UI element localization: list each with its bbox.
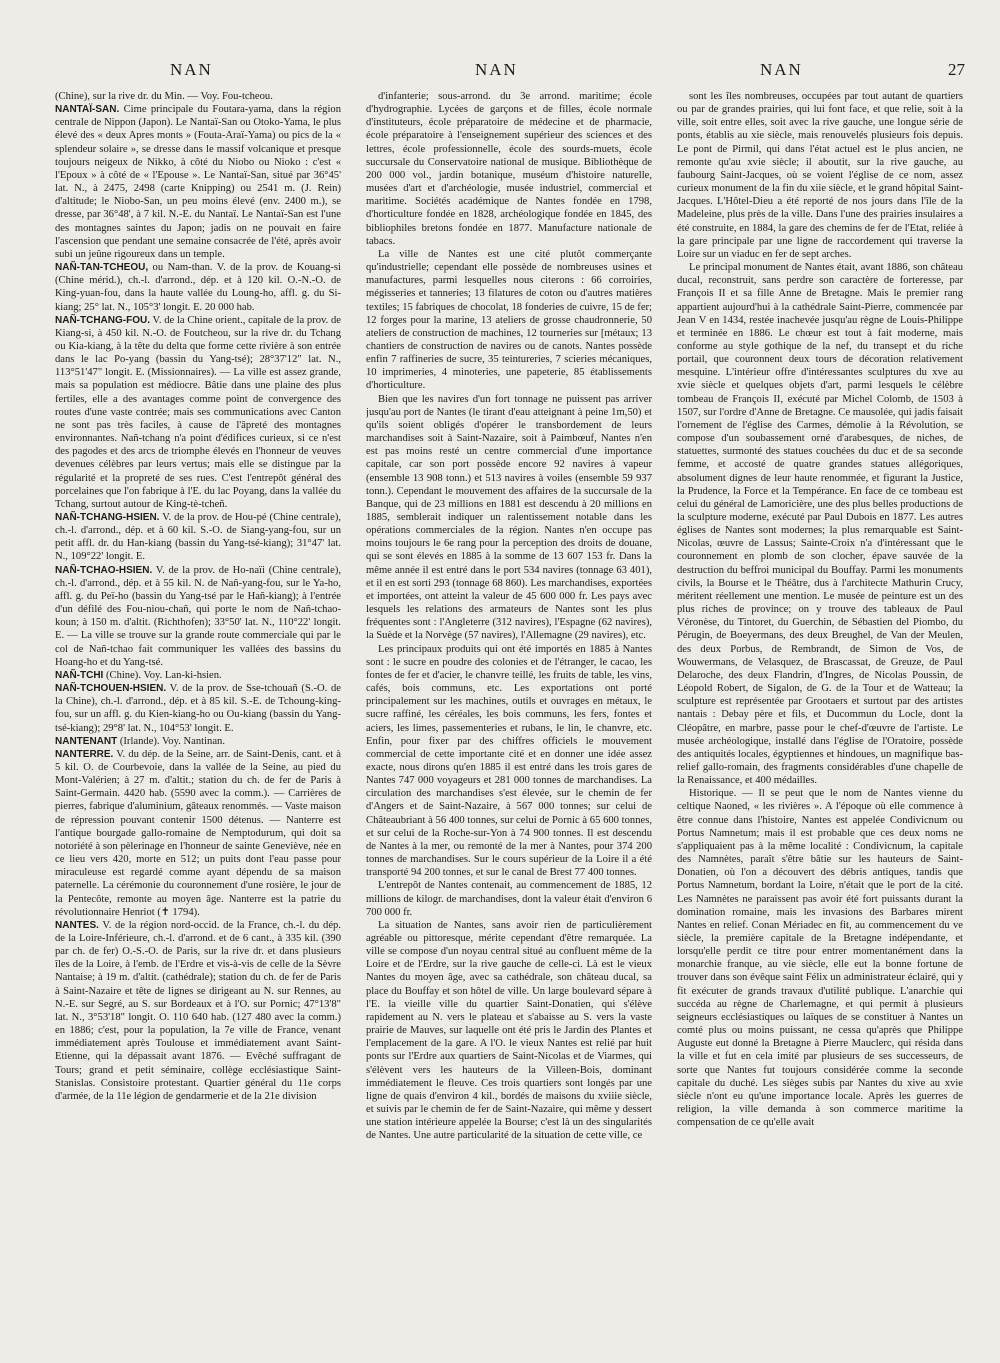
dictionary-entry	[55, 748, 341, 919]
entry-body: sont les îles nombreuses, occupées par tout autant de quartiers ou par de grandes prairies, qui lui font face, et que relie, soit à la ville, soit entre elles, soit avec la rive gauche, une longue série de ponts, établis au xie siècle, mais renouvelés plusieurs fois depuis. Le pont de Pirmil, qui dans l'état actuel est le plus ancien, ne remonte qu'au xvie siècle; il aboutit, sur la rive gauche, au faubourg Saint-Jacques, où se voient l'église de ce nom, assez curieux monument de la fin du xiie siècle, et le grand hôpital Saint-Jacques. L'Hôtel-Dieu a été reporté de nos jours dans l'île de la Madeleine, plus près de la ville. Dans l'une des prairies insulaires a été construite, en 1884, la gare des chemins de fer de l'Etat, reliée à la gare principale par une ligne de raccordement qui traverse la Loire sur un viaduc en fer de sept arches.	[677, 91, 963, 260]
entry-headword: NAÑ-TCHANG-HSIEN.	[55, 512, 160, 523]
entry-body: (Chine). Voy. Lan-ki-hsien.	[103, 669, 222, 681]
entry-body: V. de la prov. de Hou-pé (Chine centrale), ch.-l. d'arrond., dép. et à 60 kil. S.-O. de Siang-yang-fou, sur un petit affl. dr. du Han-kiang (bassin du Yang-tsé-kiang); 31°47' lat. N., 109°22' longit. E.	[55, 512, 341, 563]
page-number: 27	[948, 60, 965, 79]
entry-headword: NAÑ-TAN-TCHEOU,	[55, 262, 149, 274]
text-paragraph	[677, 261, 963, 787]
header-right-word: NAN	[760, 60, 803, 79]
entry-headword: NANTERRE.	[55, 748, 114, 760]
entry-body: L'entrepôt de Nantes contenait, au commencement de 1885, 12 millions de kilogr. de marchandises, dont la valeur était d'environ 6 700 000 fr.	[366, 880, 652, 918]
text-paragraph	[366, 643, 652, 880]
text-paragraph	[55, 90, 341, 103]
text-paragraph	[366, 248, 652, 393]
entry-headword: NAÑ-TCHOUEN-HSIEN.	[55, 683, 167, 695]
entry-headword: NANTENANT	[55, 735, 118, 747]
entry-body: Historique. — Il se peut que le nom de Nantes vienne du celtique Naoned, « les rivières ». A l'époque où elle commence à être connue dans l'histoire, Nantes est appelée Condivicnum ou Portus Namnetum; mais il est probable que ces deux noms ne s'appliquaient pas à la même localité : Condivicnum, la capitale des Namnètes, paraît s'être bâtie sur les hauteurs de Saint-Donatien, où l'on a découvert des débris antiques, tandis que Portus Namnetum, bordant la Loire, n'était que le port de la cité. Les Namnètes ne paraissent pas avoir été fort puissants durant la domination romaine, mais les invasions des Barbares mirent Nantes en relief. Conan Mériadec en fit, au commencement du ve siècle, la première capitale de la Bretagne indépendante, et lorsqu'elle perdit ce titre pour entrer momentanément dans la monarchie franque, au vie siècle, elle eut la bonne fortune de trouver dans son évêque saint Félix un administrateur éclairé, qui y fit exécuter de grands travaux d'utilité publique. L'anarchie qui succéda au règne de Charlemagne, et qui permit à plusieurs seigneurs ecclésiastiques ou laïques de se constituer à Nantes un comté plus ou moins puissant, ne cessa qu'après que Philippe Auguste eut donné la Bretagne à Pierre Mauclerc, qui résida dans la ville et fut en cela imité par plusieurs de ses successeurs, de sorte que Nantes fut toujours considérée comme la seconde capitale du duché. Les sièges subis par Nantes du xive au xvie siècle n'ont eu qu'une importance locale. Après les guerres de religion, la ville demanda à son commerce maritime la compensation de ce qu'elle avait	[677, 788, 963, 1129]
entry-body: Cime principale du Foutara-yama, dans la région centrale de Nippon (Japon). Le Nantaï-San ou Otoko-Yama, le plus élevé des « deux Apres monts » (Fouta-Araï-Yama) ou pics de la « splendeur solaire », se dresse dans le massif volcanique et presque toujours neigeux de Nikko, à côté du Niobo ou Nioko : c'est « l'Epoux » à côté de « l'Epouse ». Le Nantaï-San, situé par 36°45' lat. N., à 2475, 2498 (carte Knipping) ou 2541 m. (J. Rein) d'altitude; le Niobo-San, un peu moins élevé (env. 2400 m.), se dresse, par 36°48', à 7 kil. N.-E. du Nantaï. Le Nantaï-San est l'une des montagnes saintes du Japon; jadis on ne pouvait en faire l'ascension que pendant une semaine consacrée de l'été, après avoir subi un jeûne rigoureux dans un temple.	[55, 104, 341, 260]
column-3	[677, 90, 963, 1340]
entry-headword: NAÑ-TCHI	[55, 669, 104, 681]
text-paragraph	[366, 919, 652, 1143]
entry-headword: NAÑ-TCHANG-FOU.	[55, 314, 150, 326]
dictionary-entry	[55, 682, 341, 735]
entry-body: Bien que les navires d'un fort tonnage ne puissent pas arriver jusqu'au port de Nantes (le tirant d'eau atteignant à peine 1m,50) et qu'ils soient obligés d'opérer le transbordement de leurs marchandises soit à Saint-Nazaire, soit à Paimbœuf, Nantes n'en est pas moins resté un centre commercial d'une importance capitale, car son port possède encore 92 navires à vapeur (ensemble 13 908 tonn.) et 513 navires à voiles (ensemble 59 937 tonn.). Cependant le mouvement des affaires de la succursale de la Banque, qui de 23 millions en 1881 est descendu à 20 millions en 1885, semblerait indiquer un ralentissement notable dans les opérations commerciales de la région. Nantes n'en occupe pas moins toujours le 6e rang pour la perception des droits de douane, qui se sont élevés en 1885 à la somme de 13 607 153 fr. Dans la même année il est entré dans le port 534 navires (tonnage 63 401), et il en est sorti 293 (tonnage 68 860). Les marchandises, exportées et importées, ont atteint la valeur de 45 600 000 fr. Les pays avec lesquels les relations des armateurs de Nantes sont les plus fréquentes sont : l'Angleterre (312 navires), l'Espagne (62 navires), la Suède et la Norvège (57 navires), l'Allemagne (29 navires), etc.	[366, 393, 652, 642]
running-header	[55, 60, 965, 88]
entry-body: Les principaux produits qui ont été importés en 1885 à Nantes sont : le sucre en poudre des colonies et de l'étranger, le cacao, les fontes de fer et d'acier, le chanvre teillé, les fruits de table, les vins, cafés, bois communs, etc. Les exportations ont porté principalement sur les machines, outils et ouvrages en métaux, le sucre raffiné, les céréales, les bois communs, les fers, fontes et aciers, les limes, passementeries et rubans, le lin, le chanvre, etc. Enfin, pour fixer par des chiffres officiels le mouvement commercial de cette importante cité et en donner une idée assez exacte, nous dirons qu'en 1885 il est entré dans les trois gares de Nantes 747 000 voyageurs et 281 000 tonnes de marchandises. La circulation des marchandises s'est élevée, sur le chemin de fer d'Angers et de Saint-Nazaire, à 567 000 tonnes; sur celui de Châteaubriant à 56 400 tonnes, sur celui de Pornic à 65 600 tonnes, et sur celui de la Roche-sur-Yon à 74 900 tonnes. Il est descendu de Nantes à la mer, ou remonté de la mer à Nantes, pour 374 200 tonnes de marchandises. Sur le cours supérieur de la Loire il a été transporté 94 200 tonnes, et sur le canal de Brest 77 400 tonnes.	[366, 643, 652, 879]
entry-body: ou Nam-than. V. de la prov. de Kouang-si (Chine mérid.), ch.-l. d'arrond., dép. et à 120 kil. O.-N.-O. de King-yuan-fou, dans la haute vallée du Loung-ho, affl. g. du Si-kiang; 25° lat. N., 105°3' longit. E. 20 000 hab.	[55, 262, 341, 313]
dictionary-entry	[55, 511, 341, 564]
entry-body: (Irlande). Voy. Nantinan.	[117, 735, 225, 747]
entry-headword: NANTAÏ-SAN.	[55, 104, 120, 116]
entry-body: Le principal monument de Nantes était, avant 1886, son château ducal, reconstruit, sans perdre son caractère de forteresse, par François II et sa fille Anne de Bretagne. Mais le premier rang appartient aujourd'hui à la cathédrale Saint-Pierre, commencée par Jean V en 1434, restée inachevée jusqu'au règne de Louis-Philippe et terminée en 1886. Le chœur est tout à fait moderne, mais conforme au style gothique de la nef, du transept et du riche portail, que couronnent deux tours de décoration relativement mesquine. L'intérieur offre d'intéressantes sculptures du xve au xvie siècle et quelques objets d'art, parmi lesquels le célèbre tombeau de François II, exécuté par Michel Colomb, de 1503 à 1507, sur l'ordre d'Anne de Bretagne. Ce mausolée, qui jadis faisait l'ornement de l'église des Carmes, démolie à la Révolution, se compose d'un soubassement orné d'arabesques, de niches, de statuettes, surmonté des statues couchées du duc et de sa seconde femme, et accosté de quatre grandes statues allégoriques, absolument dignes de leur haute renommée, et figurant la Justice, la Prudence, la Force et la Tempérance. En face de ce tombeau est celui du général de Lamoricière, une des plus belles productions de la sculpture moderne, exécuté par Paul Dubois en 1877. Les autres églises de Nantes sont modernes; la plus remarquable est Saint-Nicolas, œuvre de Lassus; Sainte-Croix n'a d'intéressant que le couronnement en plomb de son clocher, épave sauvée de la destruction du beffroi municipal du Bouffay. Parmi les monuments civils, la Bourse et le Théâtre, dus à l'architecte Mathurin Crucy, méritent réellement une mention. Le musée de peinture est un des plus riches de province; on y trouve des tableaux de Paul Véronèse, du Tintoret, du Guerchin, de Sébastien del Piombo, du Pérugin, de Boeyermans, des deux Breughel, de Van der Meulen, des deux Porbus, de Rembrandt, de Simon de Vos, de Wouwermans, de Velasquez, de Brascassat, de Greuze, de Paul Delaroche, des deux Flandrin, d'Ingres, de Nicolas Poussin, de Léopold Robert, de Sigalon, de G. de la Tour et de Watteau; la sculpture est représentée par Grootaers et surtout par des artistes nantais : Debay père et fils, et Ducommun du Locle, dont la Cléopâtre, en marbre, passe pour le chef-d'œuvre de l'artiste. Le musée archéologique, installé dans l'église de l'Oratoire, possède des antiquités locales, égyptiennes et hindoues, un magnifique bas-relief gallo-romain, des fragments considérables d'une chapelle de la Renaissance, et 400 médailles.	[677, 262, 963, 787]
entry-body: V. de la région nord-occid. de la France, ch.-l. du dép. de la Loire-Inférieure, ch.-l. d'arrond. et de 6 cant., à 335 kil. (390 par ch. de fer) O.-S.-O. de Paris, sur la rive dr. et dans plusieurs îles de la Loire, à l'emb. de l'Erdre et vis-à-vis de celle de la Sèvre Nantaise; à 19 m. d'altit. (cathédrale); station du ch. de fer de Paris à Saint-Nazaire et tête de lignes se dirigeant au N. sur Rennes, au N.-E. sur Segré, au S. sur Bordeaux et à l'O. sur Pornic; 47°13'8" lat. N., 3°53'18" longit. O. 110 640 hab. (127 480 avec la comm.) en 1886; c'est, pour la population, la 7e ville de France, venant immédiatement après Toulouse et immédiatement avant Saint-Etienne, qui la dépassait avant 1876. — Evêché suffragant de Tours; grand et petit séminaire, collège ecclésiastique Saint-Stanislas. Consistoire protestant. Quartier général du 11e corps d'armée, de la 11e légion de gendarmerie et de la 21e division	[55, 919, 341, 1102]
entry-headword: NANTES.	[55, 919, 99, 931]
dictionary-entry	[55, 919, 341, 1103]
entry-headword: NAÑ-TCHAO-HSIEN.	[55, 564, 153, 576]
entry-body: V. de la prov. de Sse-tchouañ (S.-O. de la Chine), ch.-l. d'arrond., dép. et à 85 kil. S.-E. de Tchoung-king-fou, sur un affl. g. du Kien-kiang-ho ou Ou-kiang (bassin du Yang-tsé-kiang); 29°8' lat. N., 104°53' longit. E.	[55, 683, 341, 734]
column-1	[55, 90, 341, 1340]
dictionary-entry	[55, 103, 341, 261]
text-paragraph	[677, 90, 963, 261]
text-paragraph	[366, 879, 652, 918]
entry-body: V. du dép. de la Seine, arr. de Saint-Denis, cant. et à 5 kil. O. de Courbevoie, dans la vallée de la Seine, au pied du Mont-Valérien; à 27 m. d'altit.; station du ch. de fer de Paris à Saint-Germain. 4420 hab. (5590 avec la comm.). — Carrières de pierres, fabrique d'aluminium, gâteaux renommés. — Vaste maison de répression pouvant contenir 1500 détenus. — Nanterre est l'antique bourgade gallo-romaine de Nemptodurum, qui doit sa notoriété à son pèlerinage en l'honneur de sainte Geneviève, née en ce lieu vers 420, morte en 512; un puits dont l'eau passe pour miraculeuse est regardé comme ayant dépendu de sa maison paternelle. La cérémonie du couronnement d'une rosière, le jour de la Pentecôte, remonte au moyen âge. Nanterre est la patrie du révolutionnaire Henriot (✝ 1794).	[55, 748, 341, 918]
column-2	[366, 90, 652, 1340]
entry-body: d'infanterie; sous-arrond. du 3e arrond. maritime; école d'hydrographie. Lycées de garçons et de filles, école normale d'instituteurs, école préparatoire de médecine et de pharmacie, école préparatoire à l'enseignement supérieur des sciences et des lettres, école professionnelle, école des sourds-muets, école succursale du Conservatoire national de musique. Bibliothèque de 200 000 vol., jardin botanique, muséum d'histoire naturelle, musées d'art et d'archéologie, musée industriel, commercial et maritime. Sociétés académique de Nantes fondée en 1798, d'horticulture fondée en 1828, archéologique fondée en 1845, des bibliophiles bretons fondée en 1877. Manufacture nationale de tabacs.	[366, 91, 652, 247]
dictionary-entry	[55, 564, 341, 669]
dictionary-entry	[55, 261, 341, 314]
entry-body: La situation de Nantes, sans avoir rien de particulièrement agréable ou pittoresque, mérite cependant d'être remarquée. La ville se compose d'un noyau central situé au confluent même de la Loire et de l'Erdre, sur la rive gauche de celle-ci. Là est le vieux Nantes du moyen âge, avec sa cathédrale, son château ducal, sa place du Bouffay et son hôtel de ville. Un large boulevard sépare à l'E. la vieille ville du quartier Saint-Donatien, qui s'élève rapidement au N. vers le plateau et s'abaisse au S. vers la vaste prairie de Mauves, sur laquelle ont été pris le Jardin des Plantes et l'emplacement de la gare. A l'O. le vieux Nantes est relié par huit ponts sur l'Erdre aux quartiers de Saint-Nicolas et de Viarmes, qui s'élèvent vers les hauteurs de la Villeen-Bois, dominant immédiatement le fleuve. Ces trois quartiers sont longés par une ligne de quais d'environ 4 kil., bordés de maisons du xviiie siècle, et suivis par le chemin de fer de Saint-Nazaire, qui même y dessert une station intérieure appelée la Bourse; c'est là un des singularités de Nantes. Une autre particularité de la situation de cette ville, ce	[366, 919, 652, 1142]
header-center-word: NAN	[475, 60, 518, 79]
dictionary-entry	[55, 669, 341, 682]
text-paragraph	[677, 787, 963, 1129]
entry-body: V. de la prov. de Ho-naïi (Chine centrale), ch.-l. d'arrond., dép. et à 55 kil. N. de Nañ-yang-fou, sur le Ya-ho, affl. g. du Peï-ho (bassin du Yang-tsé par le Hañ-kiang); à l'entrée d'un défilé des Fou-niou-chañ, qui porte le nom de Nañ-tchao-koun; à 150 m. d'altit. (Richthofen); 33°50' lat. N., 110°22' longit. E. — La ville se trouve sur la grande route commerciale qui par le col de Nañ-tchao fait communiquer les vallées des bassins du Hoang-ho et du Yang-tsé.	[55, 564, 341, 668]
header-left-word: NAN	[170, 60, 213, 79]
text-paragraph	[366, 393, 652, 643]
entry-body: V. de la Chine orient., capitale de la prov. de Kiang-si, à 450 kil. N.-O. de Foutcheou, sur la rive dr. du Tchang ou Kia-kiang, à la tête du delta que forme cette rivière à son entrée dans le lac Po-yang (bassin du Yang-tsé); 28°37'12" lat. N., 113°51'47" longit. E. (Missionnaires). — La ville est assez grande, mais sa population est médiocre. Bâtie dans une plaine des plus fertiles, elle a des avantages comme point de convergence des routes d'une vaste contrée; mais ses communications avec Canton ne sont pas très faciles, à cause de l'âpreté des montagnes environnantes. Nañ-tchang n'a point d'édifices curieux, si ce n'est des pagodes et des arcs de triomphe élevés en l'honneur de veuves devenues célèbres par leurs vertus; mais elle se distingue par la régularité et la propreté de ses rues. C'est l'entrepôt général des porcelaines que l'on fabrique à l'E. du lac Poyang, dans la vallée du Tchang, surtout autour de King-tè-tcheñ.	[55, 314, 341, 510]
entry-body: La ville de Nantes est une cité plutôt commerçante qu'industrielle; cependant elle possède de nombreuses usines et manufactures, parmi lesquelles nous citerons : 66 corroiries, mégisseries et tanneries; 13 filatures de coton ou d'autres matières textiles; 15 fabriques de chocolat, 18 fonderies de cuivre, 15 de fer; 12 forges pour la marine, 13 ateliers de grosse chaudronnerie, 50 ateliers de construction de machines, 12 tourneries sur [métaux; 13 chantiers de construction de navires ou de canots. Nantes possède enfin 7 raffineries de sucre, 35 teintureries, 7 scieries mécaniques, 10 imprimeries, 4 minoteries, une papeterie, 85 établissements d'horticulture.	[366, 248, 652, 392]
dictionary-entry	[55, 314, 341, 511]
entry-body: (Chine), sur la rive dr. du Min. — Voy. Fou-tcheou.	[55, 91, 273, 102]
text-paragraph	[366, 90, 652, 248]
dictionary-entry	[55, 735, 341, 748]
